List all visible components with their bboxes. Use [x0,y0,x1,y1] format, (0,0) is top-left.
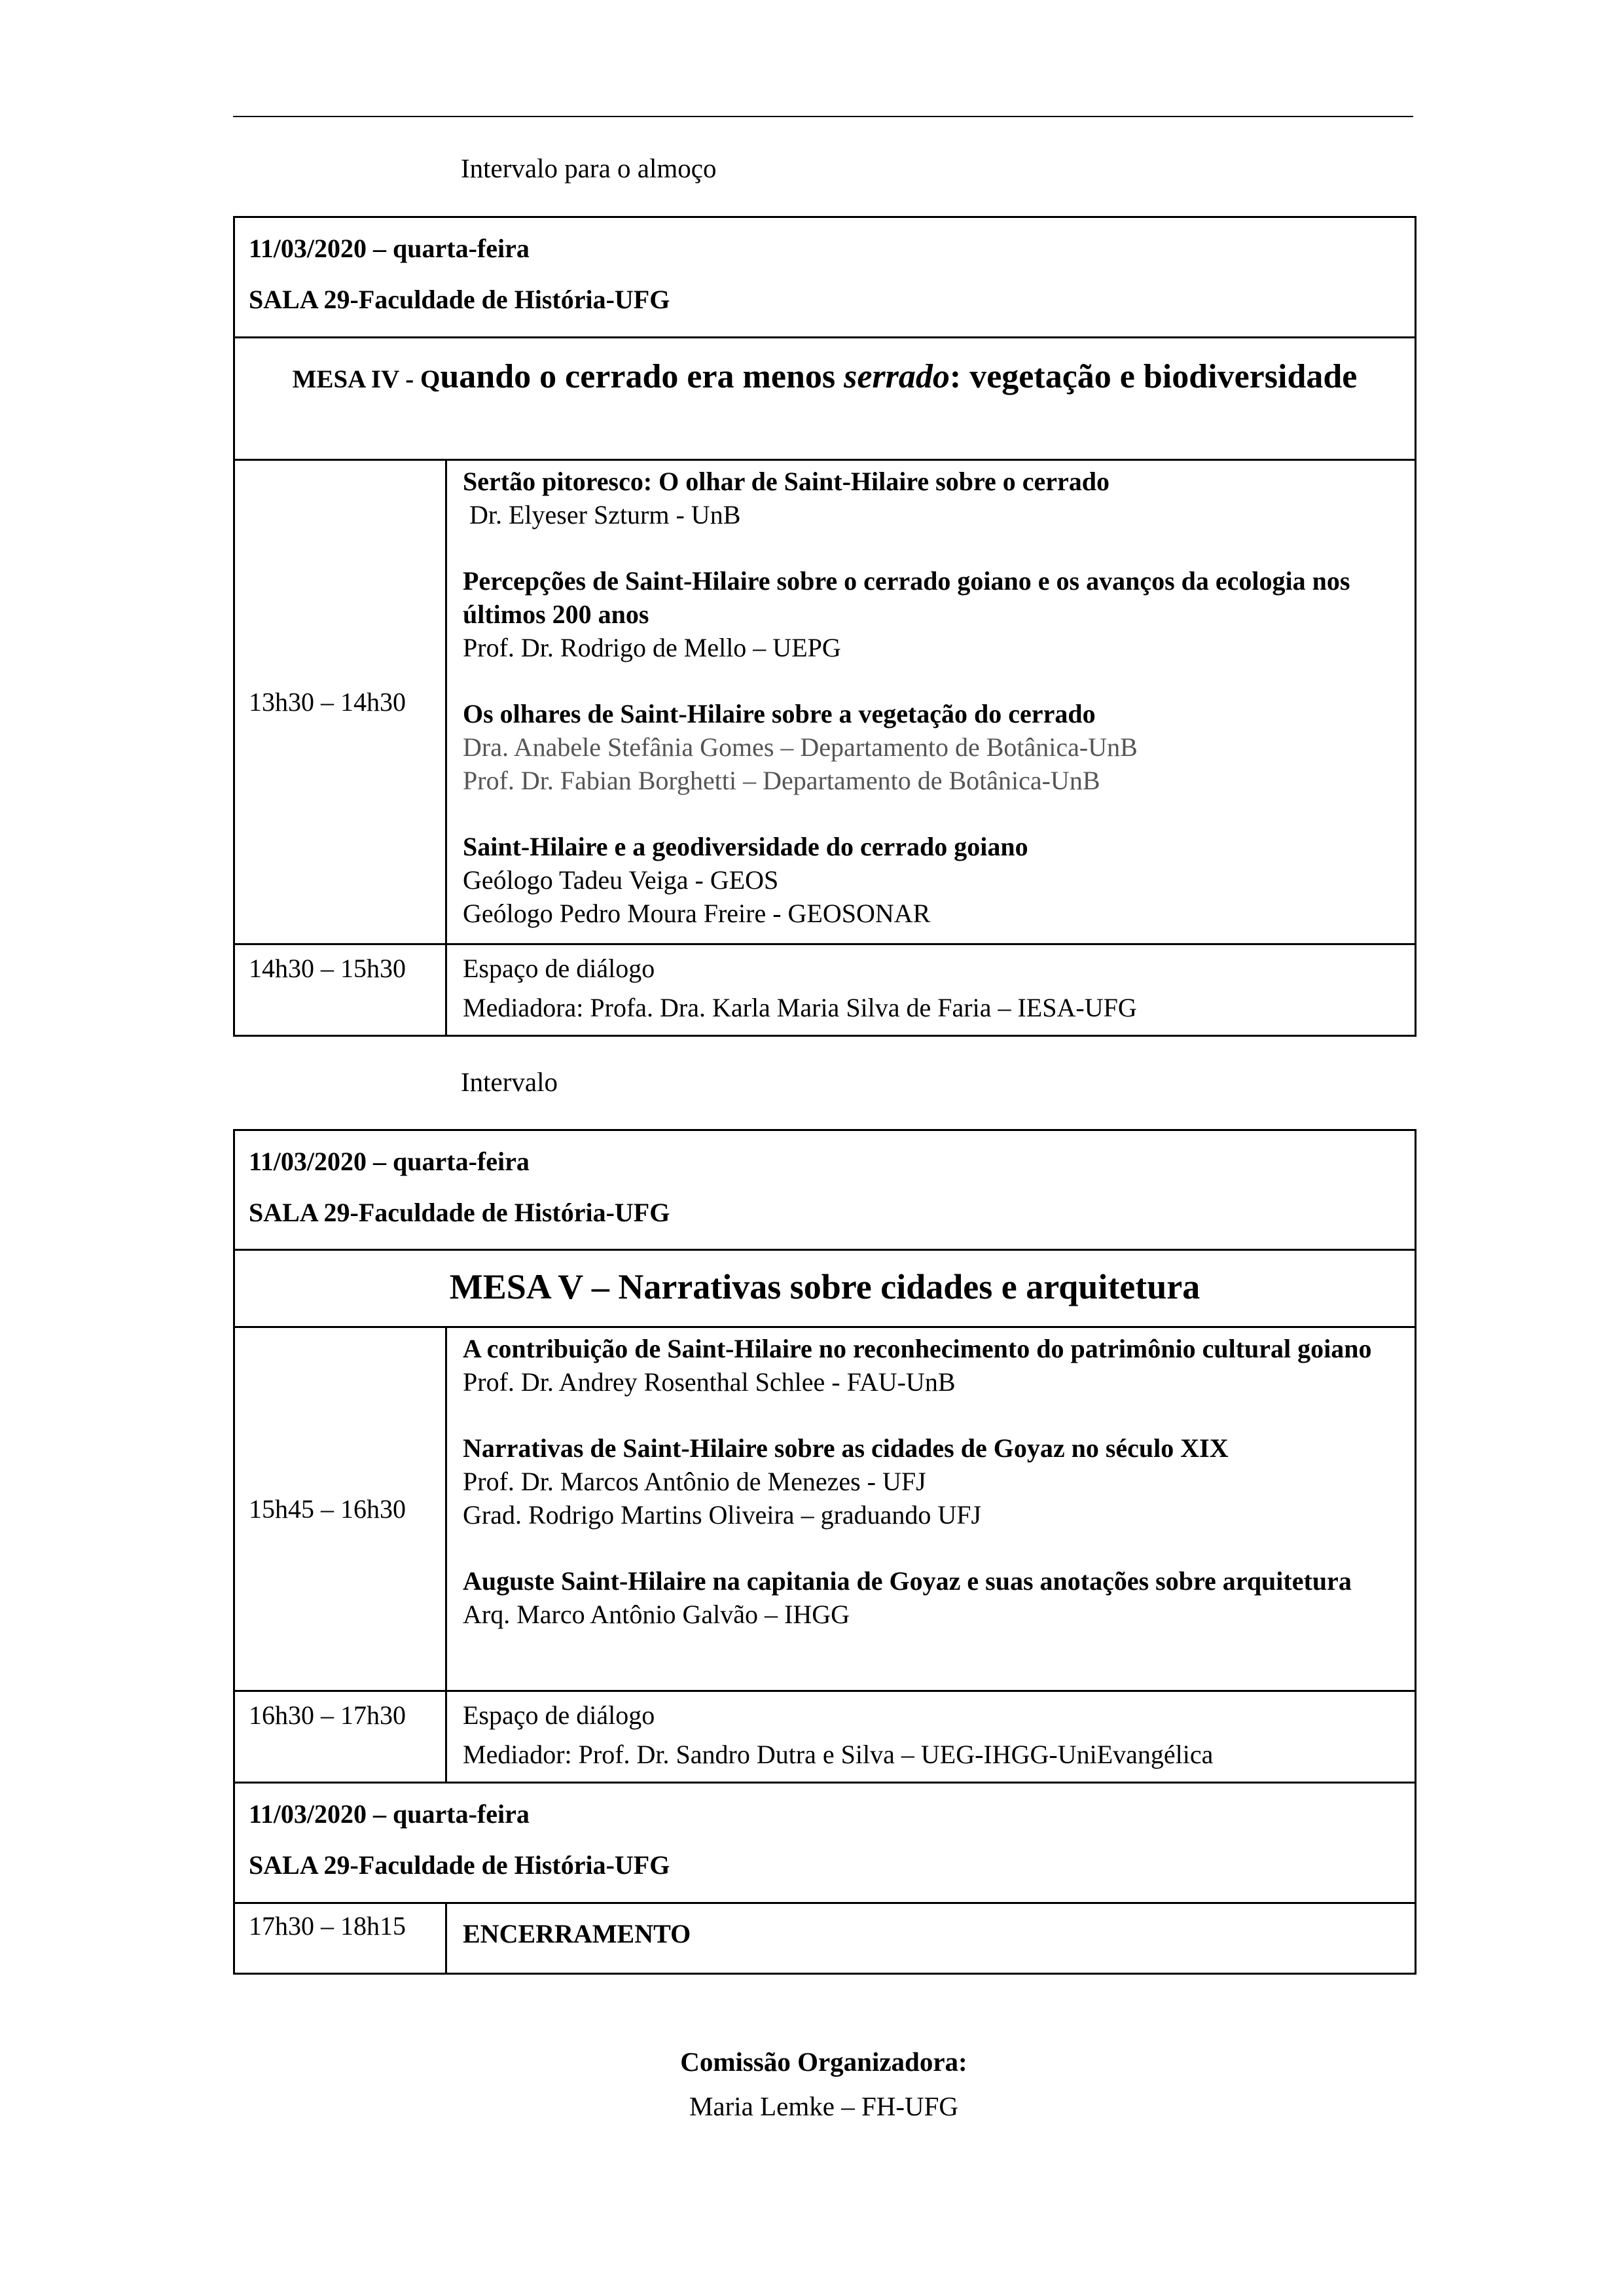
panel-title-cell [234,338,1416,460]
panel-title-cell [234,1250,1416,1327]
talk-title: Sertão pitoresco: O olhar de Saint-Hilaire sobre o cerrado [463,467,1110,496]
talk-title: Auguste Saint-Hilaire na capitania de Goyaz e suas anotações sobre arquitetura [463,1566,1352,1596]
dialog-mediator: Mediador: Prof. Dr. Sandro Dutra e Silva – UEG-IHGG-UniEvangélica [463,1740,1214,1769]
session-time: 15h45 – 16h30 [234,1327,446,1691]
talk-speaker: Geólogo Pedro Moura Freire - GEOSONAR [463,899,931,928]
talk-speaker: Prof. Dr. Marcos Antônio de Menezes - UFJ [463,1467,926,1496]
talk-title: Percepções de Saint-Hilaire sobre o cerrado goiano e os avanços da ecologia nos últimos 200 anos [463,566,1350,629]
session-date: 11/03/2020 – quarta-feira [249,1799,530,1829]
break-note: Intervalo [461,1067,558,1097]
session-room: SALA 29-Faculdade de História-UFG [249,1198,670,1227]
closing-label: ENCERRAMENTO [446,1903,1416,1974]
talk-title: Saint-Hilaire e a geodiversidade do cerrado goiano [463,832,1028,861]
dialog-cell [446,944,1416,1036]
talk-speaker: Geólogo Tadeu Veiga - GEOS [463,865,779,895]
talk-speaker: Prof. Dr. Rodrigo de Mello – UEPG [463,633,841,662]
session-date: 11/03/2020 – quarta-feira [249,1147,530,1176]
dialog-time: 14h30 – 15h30 [234,944,446,1036]
session-time: 13h30 – 14h30 [234,460,446,944]
committee-member: Maria Lemke – FH-UFG [689,2091,959,2121]
panel-title: MESA V – Narrativas sobre cidades e arquitetura [449,1267,1200,1306]
talks-list [446,460,1416,944]
panel-title: MESA IV - Quando o cerrado era menos serrado: vegetação e biodiversidade [292,358,1358,395]
talk-title: Os olhares de Saint-Hilaire sobre a vegetação do cerrado [463,699,1096,728]
talk-speaker: Dra. Anabele Stefânia Gomes – Departamento de Botânica-UnB [463,732,1138,762]
session-header [234,217,1416,338]
mesa-v-table [233,1129,1416,1975]
mesa-iv-table [233,216,1416,1037]
talk-title: Narrativas de Saint-Hilaire sobre as cidades de Goyaz no século XIX [463,1433,1229,1463]
committee-heading: Comissão Organizadora: [680,2047,967,2077]
talk-title: A contribuição de Saint-Hilaire no reconhecimento do patrimônio cultural goiano [463,1334,1372,1363]
lunch-break-note: Intervalo para o almoço [461,153,717,183]
dialog-mediator: Mediadora: Profa. Dra. Karla Maria Silva de Faria – IESA-UFG [463,993,1137,1022]
dialog-cell [446,1691,1416,1783]
dialog-label: Espaço de diálogo [463,954,655,983]
header-rule [233,116,1413,117]
closing-time: 17h30 – 18h15 [234,1903,446,1974]
dialog-time: 16h30 – 17h30 [234,1691,446,1783]
talk-speaker: Prof. Dr. Andrey Rosenthal Schlee - FAU-UnB [463,1367,956,1397]
dialog-label: Espaço de diálogo [463,1700,655,1730]
session-room: SALA 29-Faculdade de História-UFG [249,1850,670,1880]
session-room: SALA 29-Faculdade de História-UFG [249,285,670,314]
talk-speaker: Prof. Dr. Fabian Borghetti – Departamento de Botânica-UnB [463,766,1100,795]
talk-speaker: Arq. Marco Antônio Galvão – IHGG [463,1600,850,1629]
session-date: 11/03/2020 – quarta-feira [249,234,530,263]
talks-list [446,1327,1416,1691]
talk-speaker: Dr. Elyeser Szturm - UnB [463,500,741,529]
closing-header [234,1783,1416,1903]
talk-speaker: Grad. Rodrigo Martins Oliveira – graduando UFJ [463,1500,982,1530]
session-header [234,1130,1416,1250]
